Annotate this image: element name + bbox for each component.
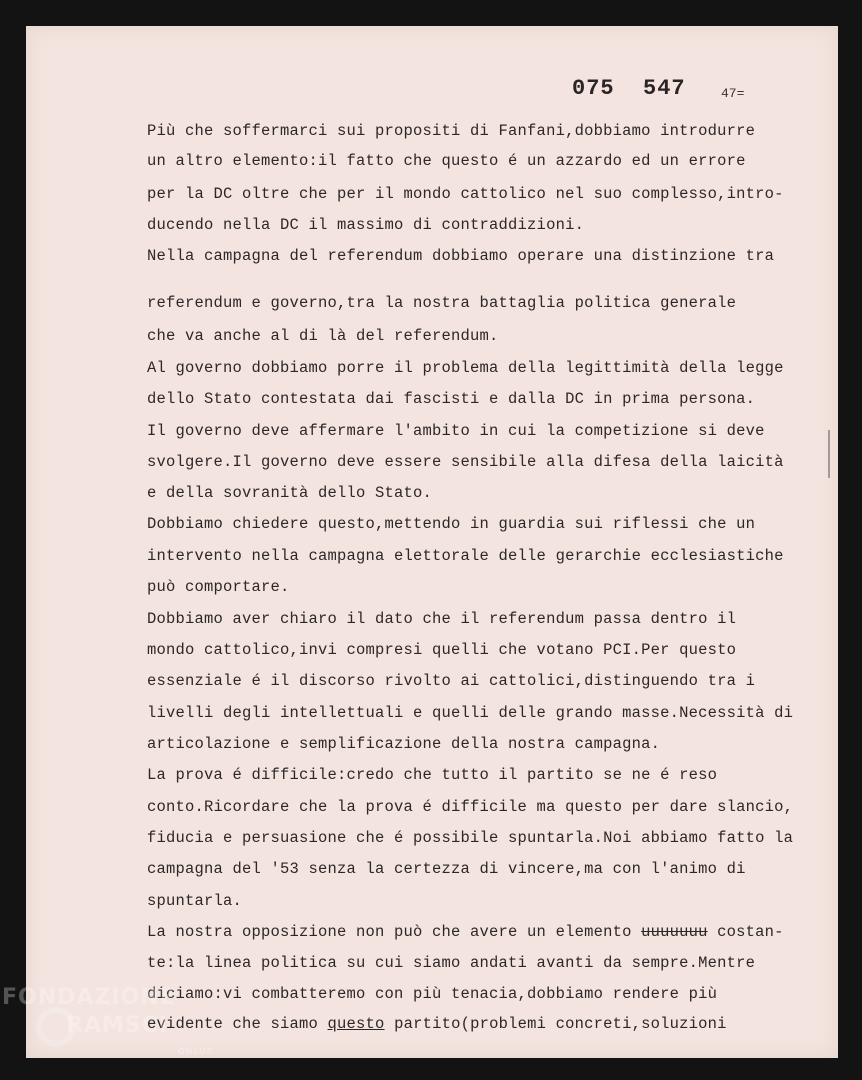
underlined-word: questo [327,1015,385,1033]
text-line: Dobbiamo aver chiaro il dato che il referendum passa dentro il [147,610,737,628]
text-line: essenziale é il discorso rivolto ai cattolici,distinguendo tra i [147,672,756,690]
text-line: per la DC oltre che per il mondo cattolico nel suo complesso,intro- [147,185,784,203]
text-line: livelli degli intellettuali e quelli delle grando masse.Necessità di [147,704,794,722]
text-line: Il governo deve affermare l'ambito in cui la competizione si deve [147,422,765,440]
text-line-start: evidente che siamo [147,1015,319,1033]
text-line: La prova é difficile:credo che tutto il partito se ne é reso [147,766,718,784]
text-line: spuntarla. [147,892,243,910]
text-line: mondo cattolico,invi compresi quelli che votano PCI.Per questo [147,641,737,659]
text-line: intervento nella campagna elettorale delle gerarchie ecclesiastiche [147,547,784,565]
text-line: un altro elemento:il fatto che questo é un azzardo ed un errore [147,152,746,170]
text-line: conto.Ricordare che la prova é difficile ma questo per dare slancio, [147,798,794,816]
watermark-line2: RAMSCI [66,1013,169,1038]
text-line: ducendo nella DC il massimo di contraddizioni. [147,216,585,234]
page-number: 075 547 [572,76,686,101]
text-line [147,1014,727,1034]
text-line: articolazione e semplificazione della nostra campagna. [147,735,661,753]
text-line: referendum e governo,tra la nostra battaglia politica generale [147,294,737,312]
text-line: svolgere.Il governo deve essere sensibile alla difesa della laicità [147,453,784,471]
text-line: e della sovranità dello Stato. [147,484,433,502]
text-line-tail: partito(problemi concreti,soluzioni [384,1015,727,1033]
text-line [147,922,784,942]
text-line: diciamo:vi combatteremo con più tenacia,dobbiamo rendere più [147,985,718,1003]
watermark-line1: FONDAZIONE [2,985,176,1010]
text-line: Al governo dobbiamo porre il problema della legittimità della legge [147,359,784,377]
text-line: che va anche al di là del referendum. [147,327,499,345]
text-line: dello Stato contestata dai fascisti e dalla DC in prima persona. [147,390,756,408]
margin-mark [828,430,830,478]
watermark-sub: ONLUS [178,1047,214,1056]
text-line: Dobbiamo chiedere questo,mettendo in guardia sui riflessi che un [147,515,756,533]
text-line-start: La nostra opposizione non può che avere un elemento [147,923,632,941]
page-sub-number: 47= [721,86,745,101]
text-line: Nella campagna del referendum dobbiamo operare una distinzione tra [147,247,775,265]
archive-watermark [2,985,214,1056]
text-line: fiducia e persuasione che é possibile spuntarla.Noi abbiamo fatto la [147,829,794,847]
text-line: campagna del '53 senza la certezza di vincere,ma con l'animo di [147,860,746,878]
text-line: te:la linea politica su cui siamo andati avanti da sempre.Mentre [147,954,756,972]
text-line: può comportare. [147,578,290,596]
text-line-tail: costan- [707,923,784,941]
struck-word: uuuuuuu [641,923,708,941]
text-line: Più che soffermarci sui propositi di Fanfani,dobbiamo introdurre [147,122,756,140]
